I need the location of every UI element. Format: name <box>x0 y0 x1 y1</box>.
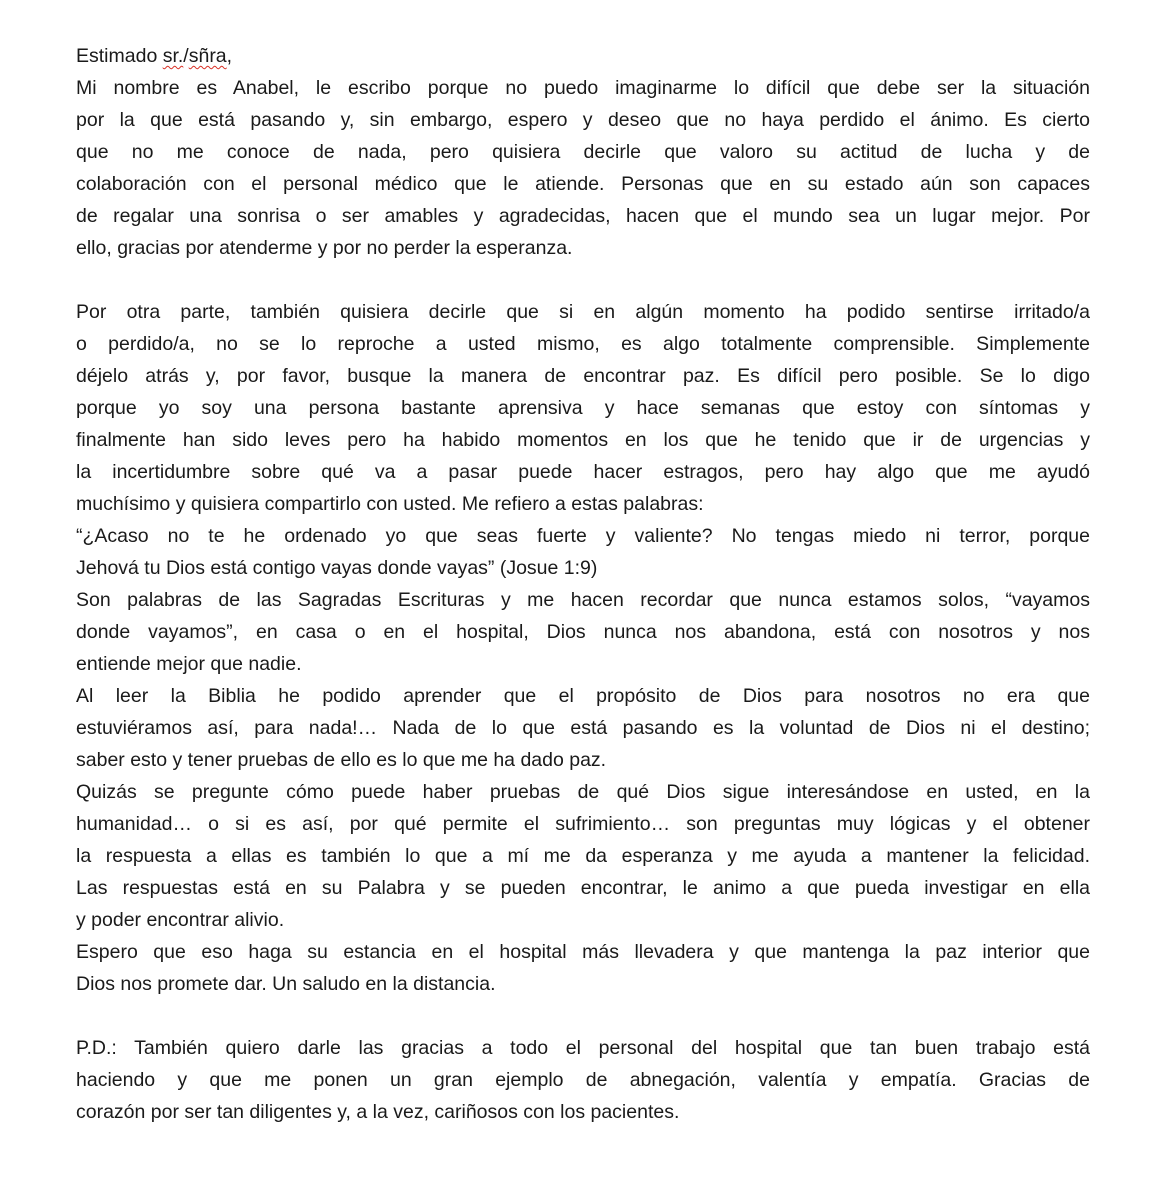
paragraph-2-line: muchísimo y quisiera compartirlo con usted. Me refiero a estas palabras: <box>76 493 704 515</box>
postscript-line: haciendo y que me ponen un gran ejemplo de abnegación, valentía y empatía. Gracias de <box>76 1069 1090 1091</box>
greeting-line: Estimado sr./sñra, <box>76 45 233 67</box>
paragraph-2-line: Por otra parte, también quisiera decirle que si en algún momento ha podido sentirse irritado/a <box>76 301 1090 323</box>
paragraph-5-line: Las respuestas está en su Palabra y se pueden encontrar, le animo a que pueda investigar en ella <box>76 877 1090 899</box>
paragraph-1-line: colaboración con el personal médico que le atiende. Personas que en su estado aún son capaces <box>76 173 1090 195</box>
paragraph-1-line: que no me conoce de nada, pero quisiera decirle que valoro su actitud de lucha y de <box>76 141 1090 163</box>
paragraph-6-line: Espero que eso haga su estancia en el hospital más llevadera y que mantenga la paz interior que <box>76 941 1090 963</box>
paragraph-6-line: Dios nos promete dar. Un saludo en la distancia. <box>76 973 496 995</box>
paragraph-4-line: Al leer la Biblia he podido aprender que el propósito de Dios para nosotros no era que <box>76 685 1090 707</box>
paragraph-3-line: donde vayamos”, en casa o en el hospital, Dios nunca nos abandona, está con nosotros y nos <box>76 621 1090 643</box>
paragraph-5-line: Quizás se pregunte cómo puede haber pruebas de qué Dios sigue interesándose en usted, en la <box>76 781 1090 803</box>
paragraph-5-line: y poder encontrar alivio. <box>76 909 285 931</box>
paragraph-5-line: la respuesta a ellas es también lo que a mí me da esperanza y me ayuda a mantener la felicidad. <box>76 845 1090 867</box>
paragraph-1-line: de regalar una sonrisa o ser amables y agradecidas, hacen que el mundo sea un lugar mejor. Por <box>76 205 1090 227</box>
spellcheck-word: sr. <box>162 45 184 67</box>
paragraph-5-line: humanidad… o si es así, por qué permite el sufrimiento… son preguntas muy lógicas y el obtener <box>76 813 1090 835</box>
letter-body <box>76 40 1090 1128</box>
paragraph-2-line: o perdido/a, no se lo reproche a usted mismo, es algo totalmente comprensible. Simplemente <box>76 333 1090 355</box>
postscript-line: P.D.: También quiero darle las gracias a todo el personal del hospital que tan buen trabajo está <box>76 1037 1090 1059</box>
paragraph-4-line: saber esto y tener pruebas de ello es lo que me ha dado paz. <box>76 749 607 771</box>
paragraph-2-line: porque yo soy una persona bastante aprensiva y hace semanas que estoy con síntomas y <box>76 397 1090 419</box>
paragraph-1-line: por la que está pasando y, sin embargo, espero y deseo que no haya perdido el ánimo. Es cierto <box>76 109 1090 131</box>
paragraph-1-line: Mi nombre es Anabel, le escribo porque no puedo imaginarme lo difícil que debe ser la situación <box>76 77 1090 99</box>
blank-line <box>76 1000 1090 1032</box>
bible-quote-line: Jehová tu Dios está contigo vayas donde vayas” (Josue 1:9) <box>76 557 598 579</box>
postscript-line: corazón por ser tan diligentes y, a la vez, cariñosos con los pacientes. <box>76 1101 680 1123</box>
paragraph-2-line: déjelo atrás y, por favor, busque la manera de encontrar paz. Es difícil pero posible. Se lo digo <box>76 365 1090 387</box>
paragraph-2-line: la incertidumbre sobre qué va a pasar puede hacer estragos, pero hay algo que me ayudó <box>76 461 1090 483</box>
spellcheck-word: sñra <box>188 45 227 67</box>
paragraph-3-line: Son palabras de las Sagradas Escrituras y me hacen recordar que nunca estamos solos, “vayamos <box>76 589 1090 611</box>
blank-line <box>76 264 1090 296</box>
paragraph-1-line: ello, gracias por atenderme y por no perder la esperanza. <box>76 237 573 259</box>
paragraph-4-line: estuviéramos así, para nada!… Nada de lo que está pasando es la voluntad de Dios ni el destino; <box>76 717 1090 739</box>
paragraph-3-line: entiende mejor que nadie. <box>76 653 302 675</box>
bible-quote-line: “¿Acaso no te he ordenado yo que seas fuerte y valiente? No tengas miedo ni terror, porque <box>76 525 1090 547</box>
paragraph-2-line: finalmente han sido leves pero ha habido momentos en los que he tenido que ir de urgencias y <box>76 429 1090 451</box>
